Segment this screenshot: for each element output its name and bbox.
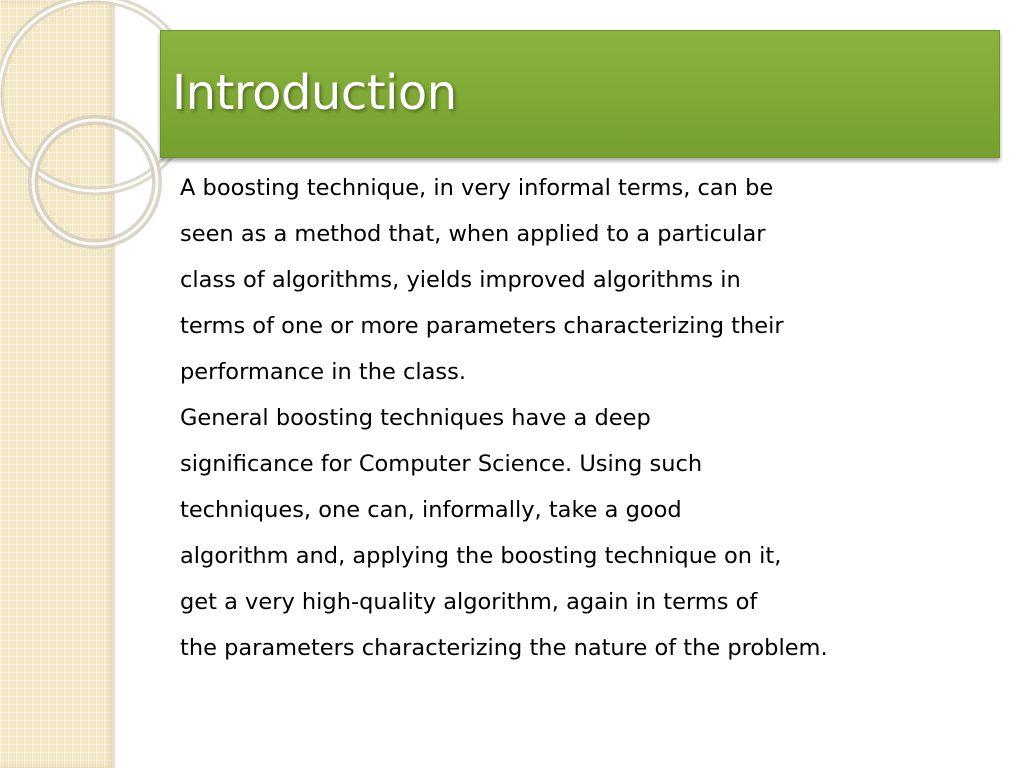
slide-body (180, 168, 980, 674)
slide-title: Introduction (172, 65, 457, 121)
body-line: techniques, one can, informally, take a good (180, 497, 682, 523)
body-line: General boosting techniques have a deep (180, 405, 651, 431)
body-line: A boosting technique, in very informal terms, can be (180, 175, 774, 201)
body-line: terms of one or more parameters characterizing their (180, 313, 784, 339)
body-line: get a very high-quality algorithm, again in terms of (180, 589, 758, 615)
body-line: the parameters characterizing the nature of the problem. (180, 635, 828, 661)
body-line: significance for Computer Science. Using such (180, 451, 703, 477)
body-line: performance in the class. (180, 359, 466, 385)
body-line: algorithm and, applying the boosting technique on it, (180, 543, 782, 569)
title-bar (160, 30, 1000, 158)
body-line: class of algorithms, yields improved algorithms in (180, 267, 741, 293)
body-line: seen as a method that, when applied to a particular (180, 221, 766, 247)
